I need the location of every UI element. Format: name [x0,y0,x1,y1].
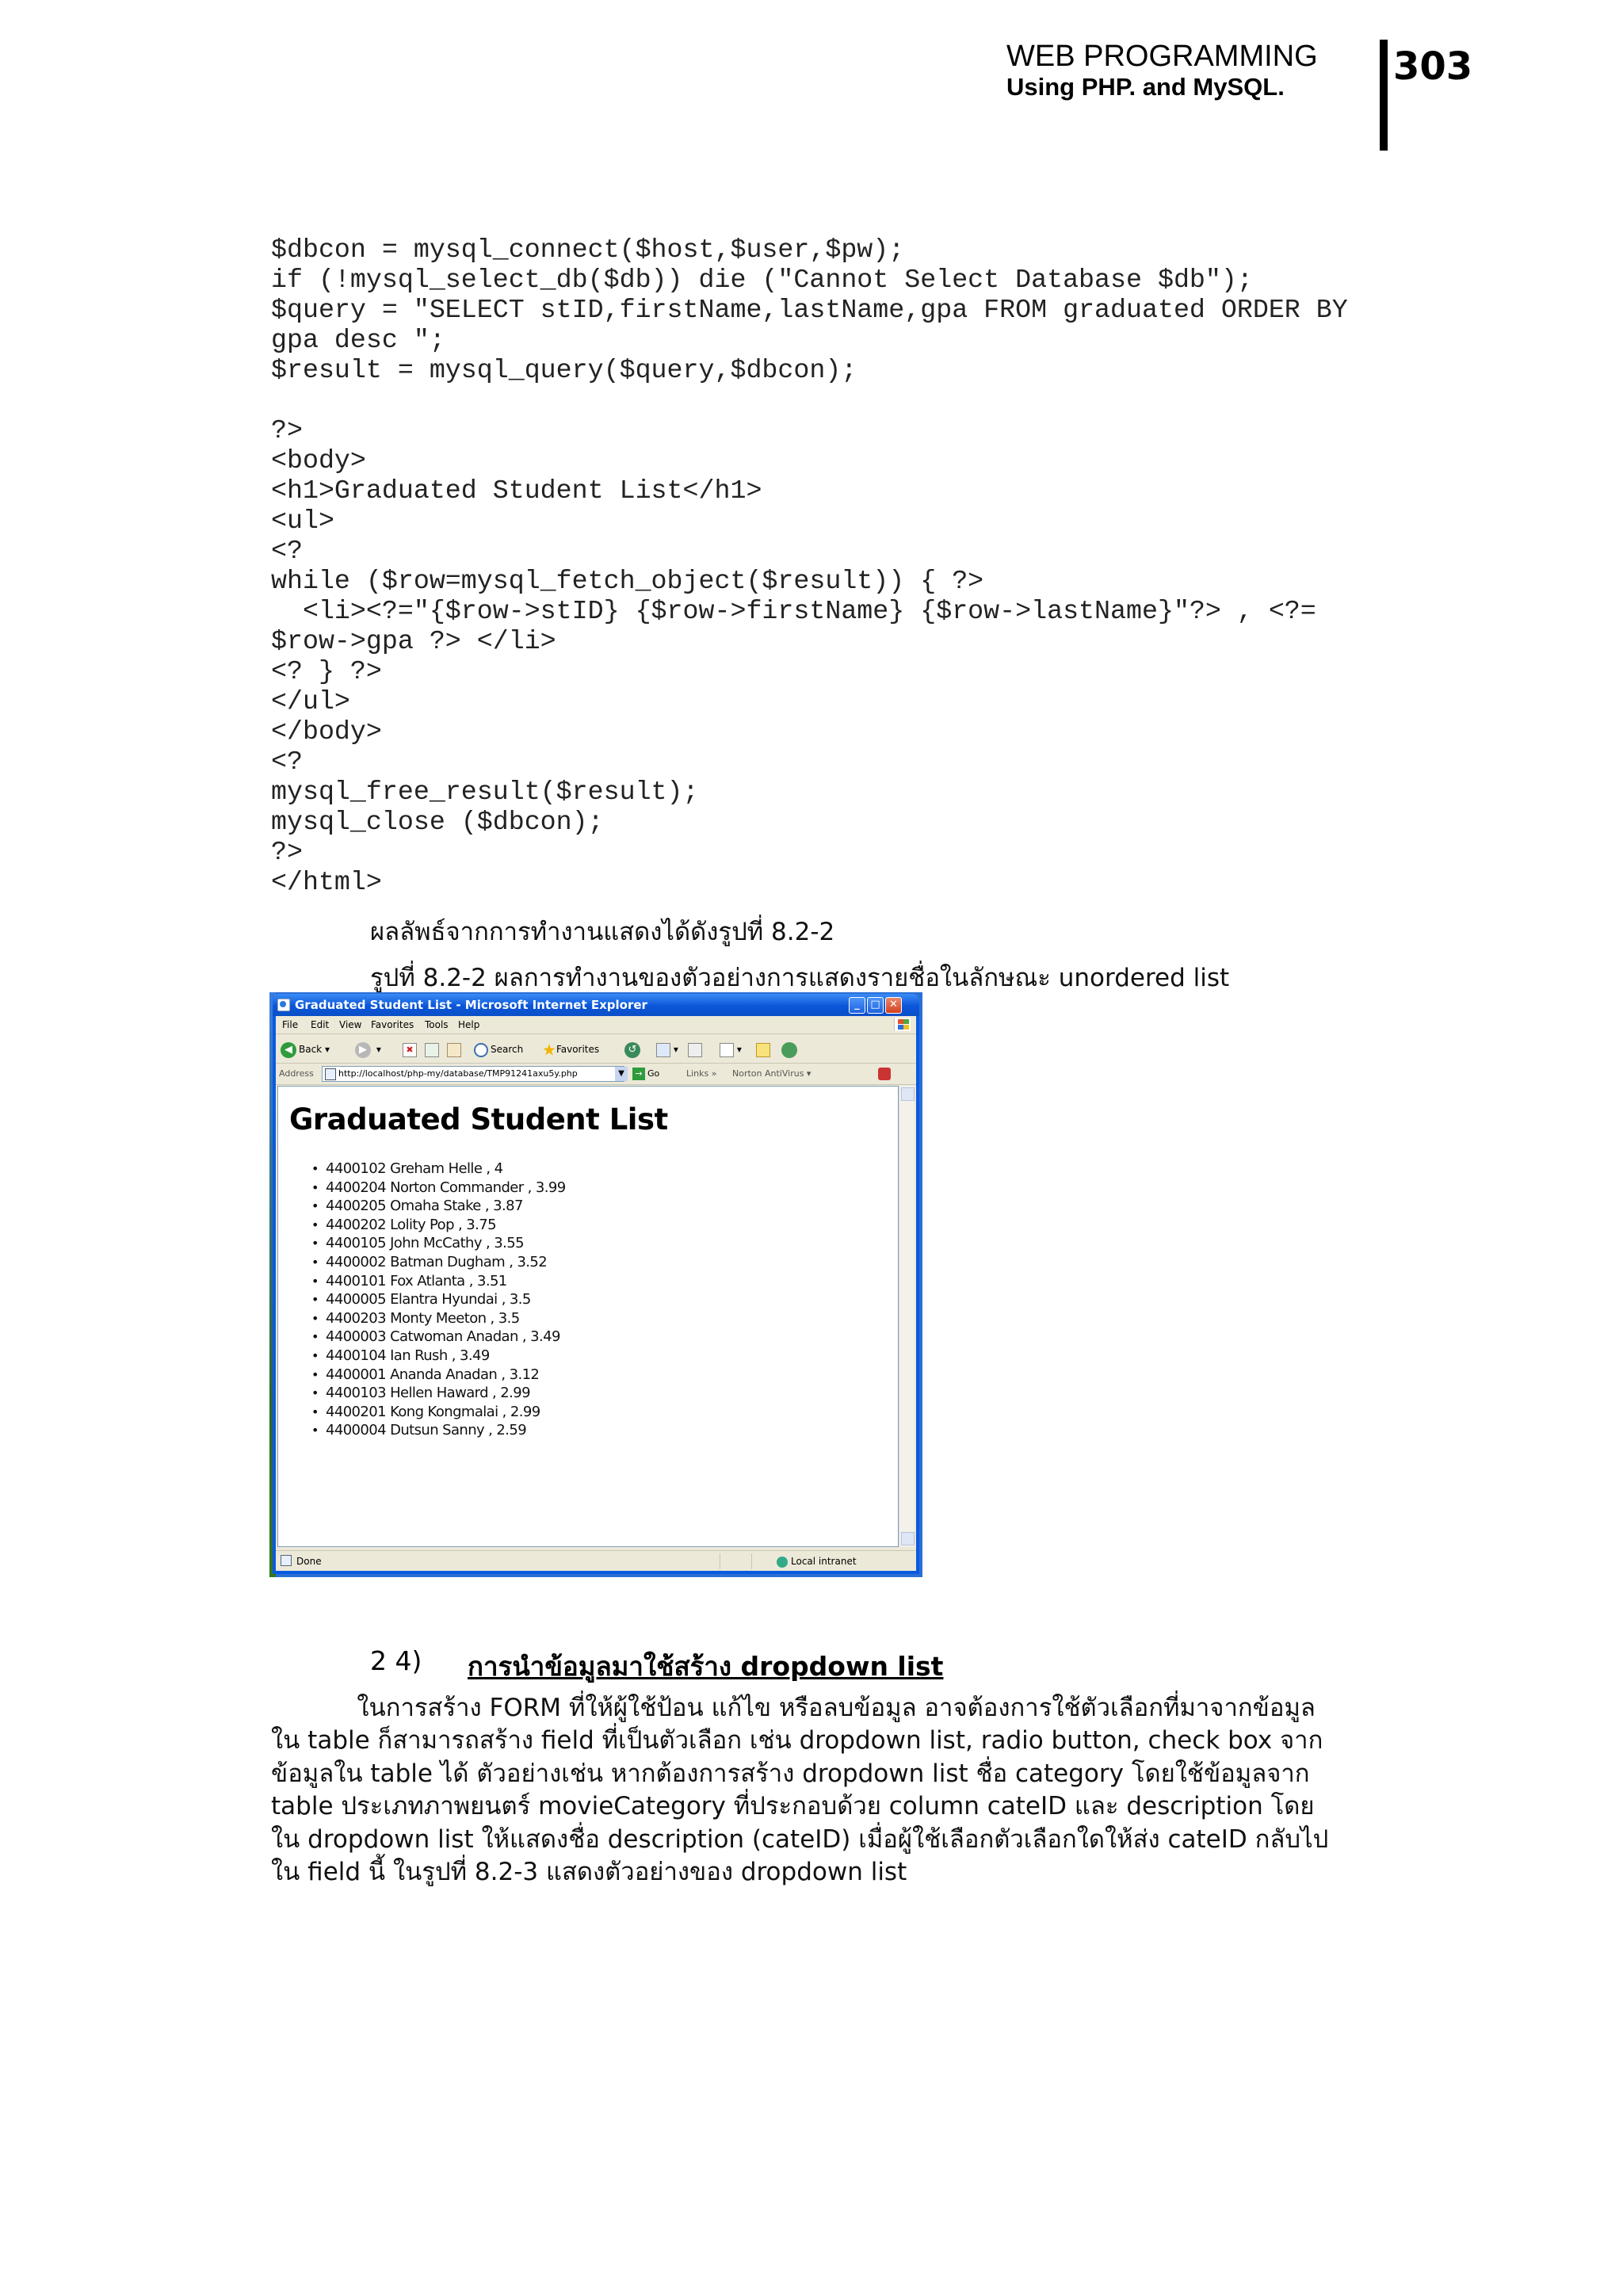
norton-antivirus-button[interactable]: Norton AntiVirus ▾ [732,1068,812,1079]
list-item: • 4400204 Norton Commander , 3.99 [326,1179,566,1198]
code-line: <body> [271,445,366,476]
vertical-scrollbar[interactable] [899,1086,915,1547]
status-zone: Local intranet [777,1556,857,1568]
refresh-icon [425,1043,439,1057]
messenger-button[interactable] [781,1041,800,1058]
print-icon [688,1043,702,1057]
mail-icon [656,1043,670,1057]
maximize-button[interactable]: □ [867,997,884,1014]
result-text: ผลลัพธ์จากการทำงานแสดงได้ดังรูปที่ 8.2-2 [370,918,835,946]
word-icon [720,1043,734,1057]
figure-caption: รูปที่ 8.2-2 ผลการทำงานของตัวอย่างการแสดงรายชื่อในลักษณะ unordered list [370,964,1230,992]
code-line: while ($row=mysql_fetch_object($result)) { ?> [271,566,984,596]
list-item: • 4400004 Dutsun Sanny , 2.59 [326,1421,566,1440]
home-button[interactable] [447,1041,461,1058]
code-line: if (!mysql_select_db($db)) die ("Cannot Select Database $db"); [271,265,1253,295]
list-item: • 4400001 Ananda Anadan , 3.12 [326,1366,566,1385]
norton-icon[interactable] [878,1068,891,1080]
code-line: <? [271,747,303,777]
mail-button[interactable]: ▾ [656,1041,678,1058]
code-line: $result = mysql_query($query,$dbcon); [271,355,857,385]
code-line: </ul> [271,686,350,716]
minimize-button[interactable]: _ [849,997,865,1014]
list-item: • 4400203 Monty Meeton , 3.5 [326,1309,566,1328]
body-line: ข้อมูลใน table ได้ ตัวอย่างเช่น หากต้องการสร้าง dropdown list ชื่อ category โดยใช้ข้อมูลจาก [271,1759,1310,1788]
menu-help[interactable]: Help [458,1019,480,1030]
body-paragraph [271,1692,1420,1889]
section-number: 2 4) [370,1645,422,1676]
student-list [326,1159,566,1440]
list-item: • 4400201 Kong Kongmalai , 2.99 [326,1403,566,1422]
favorites-star-icon: ★ [542,1040,556,1060]
page-heading: Graduated Student List [289,1102,668,1137]
code-line: <? } ?> [271,656,382,686]
page-icon [325,1068,336,1080]
code-line: <? [271,536,303,566]
list-item: • 4400104 Ian Rush , 3.49 [326,1347,566,1366]
menu-bar [276,1016,916,1034]
ie-window [273,994,919,1574]
code-line: </body> [271,716,382,747]
history-icon: ↺ [624,1042,640,1058]
stop-button[interactable] [403,1041,417,1058]
code-line: mysql_free_result($result); [271,777,699,807]
search-icon [474,1043,488,1057]
history-button[interactable] [624,1041,643,1058]
code-line: </html> [271,867,382,897]
list-item: • 4400101 Fox Atlanta , 3.51 [326,1272,566,1291]
list-item: • 4400002 Batman Dugham , 3.52 [326,1253,566,1272]
code-line: <h1>Graduated Student List</h1> [271,476,762,506]
section-title: การนำข้อมูลมาใช้สร้าง dropdown list [468,1651,944,1682]
list-item: • 4400202 Lolity Pop , 3.75 [326,1216,566,1235]
intranet-icon [777,1557,788,1568]
header-divider [1380,40,1388,151]
code-line: mysql_close ($dbcon); [271,807,604,837]
body-line: ในการสร้าง FORM ที่ให้ผู้ใช้ป้อน แก้ไข หรือลบข้อมูล อาจต้องการใช้ตัวเลือกที่มาจากข้อมูล [271,1694,1316,1722]
list-item: • 4400102 Greham Helle , 4 [326,1159,566,1179]
menu-file[interactable]: File [282,1019,299,1030]
browser-screenshot [269,992,922,1577]
code-line: $dbcon = mysql_connect($host,$user,$pw); [271,235,905,265]
code-line: ?> [271,837,303,867]
ie-page-icon [277,999,290,1011]
address-dropdown-icon[interactable]: ▼ [615,1067,628,1081]
refresh-button[interactable] [425,1041,439,1058]
code-line: <ul> [271,506,334,536]
status-divider [751,1553,752,1569]
body-line: table ประเภทภาพยนตร์ movieCategory ที่ประกอบด้วย column cateID และ description โดย [271,1792,1315,1821]
list-item: • 4400003 Catwoman Anadan , 3.49 [326,1328,566,1347]
windows-logo-icon [894,1018,911,1031]
menu-favorites[interactable]: Favorites [371,1019,414,1030]
go-button[interactable]: → Go [632,1068,659,1080]
forward-button[interactable]: ▶ ▾ [355,1041,381,1058]
menu-edit[interactable]: Edit [311,1019,330,1030]
discuss-button[interactable] [756,1041,770,1058]
back-button[interactable]: ◀ Back ▾ [281,1041,330,1058]
status-bar [276,1550,916,1572]
body-line: ใน dropdown list ให้แสดงชื่อ description (cateID) เมื่อผู้ใช้เลือกตัวเลือกใดให้ส่ง cateID กลับไป [271,1824,1329,1854]
address-url: http://localhost/php-my/database/TMP91241axu5y.php [338,1068,578,1079]
body-line: ใน table ก็สามารถสร้าง field ที่เป็นตัวเลือก เช่น dropdown list, radio button, check box จาก [271,1726,1323,1755]
folder-icon [756,1043,770,1057]
edit-button[interactable]: ▾ [720,1041,742,1058]
code-line: <li><?="{$row->stID} {$row->firstName} {$row->lastName}"?> , <?= [271,596,1316,626]
window-titlebar[interactable] [273,994,919,1016]
address-input[interactable] [322,1066,624,1082]
header-subtitle: Using PHP. and MySQL. [1006,73,1285,101]
address-label: Address [279,1068,314,1079]
page-viewport [277,1086,899,1547]
code-listing [271,235,1348,897]
list-item: • 4400105 John McCathy , 3.55 [326,1234,566,1253]
page-number: 303 [1393,44,1473,89]
stop-icon: ✖ [403,1043,417,1057]
favorites-button[interactable]: ★Favorites [542,1040,600,1060]
code-line: ?> [271,415,303,445]
go-arrow-icon: → [632,1068,645,1080]
close-button[interactable]: ✕ [885,997,902,1014]
print-button[interactable] [688,1041,702,1058]
search-button[interactable]: Search [474,1041,523,1058]
header-title: WEB PROGRAMMING [1006,40,1318,73]
window-client [276,1016,916,1571]
list-item: • 4400005 Elantra Hyundai , 3.5 [326,1290,566,1309]
list-item: • 4400205 Omaha Stake , 3.87 [326,1197,566,1216]
forward-arrow-icon: ▶ [355,1042,371,1058]
links-button[interactable]: Links » [686,1068,717,1079]
standard-toolbar [276,1034,916,1064]
code-line: $row->gpa ?> </li> [271,626,556,656]
code-line: gpa desc "; [271,325,445,355]
body-line: ใน field นี้ ในรูปที่ 8.2-3 แสดงตัวอย่างของ dropdown list [271,1858,907,1887]
home-icon [447,1043,461,1057]
address-bar [276,1064,916,1085]
status-page-icon [281,1555,292,1566]
back-arrow-icon: ◀ [281,1042,296,1058]
messenger-icon [781,1042,797,1058]
menu-view[interactable]: View [339,1019,362,1030]
list-item: • 4400103 Hellen Haward , 2.99 [326,1384,566,1403]
status-text: Done [296,1556,322,1567]
window-title: Graduated Student List - Microsoft Internet Explorer [295,998,647,1012]
code-line: $query = "SELECT stID,firstName,lastName,gpa FROM graduated ORDER BY [271,295,1348,325]
menu-tools[interactable]: Tools [425,1019,449,1030]
